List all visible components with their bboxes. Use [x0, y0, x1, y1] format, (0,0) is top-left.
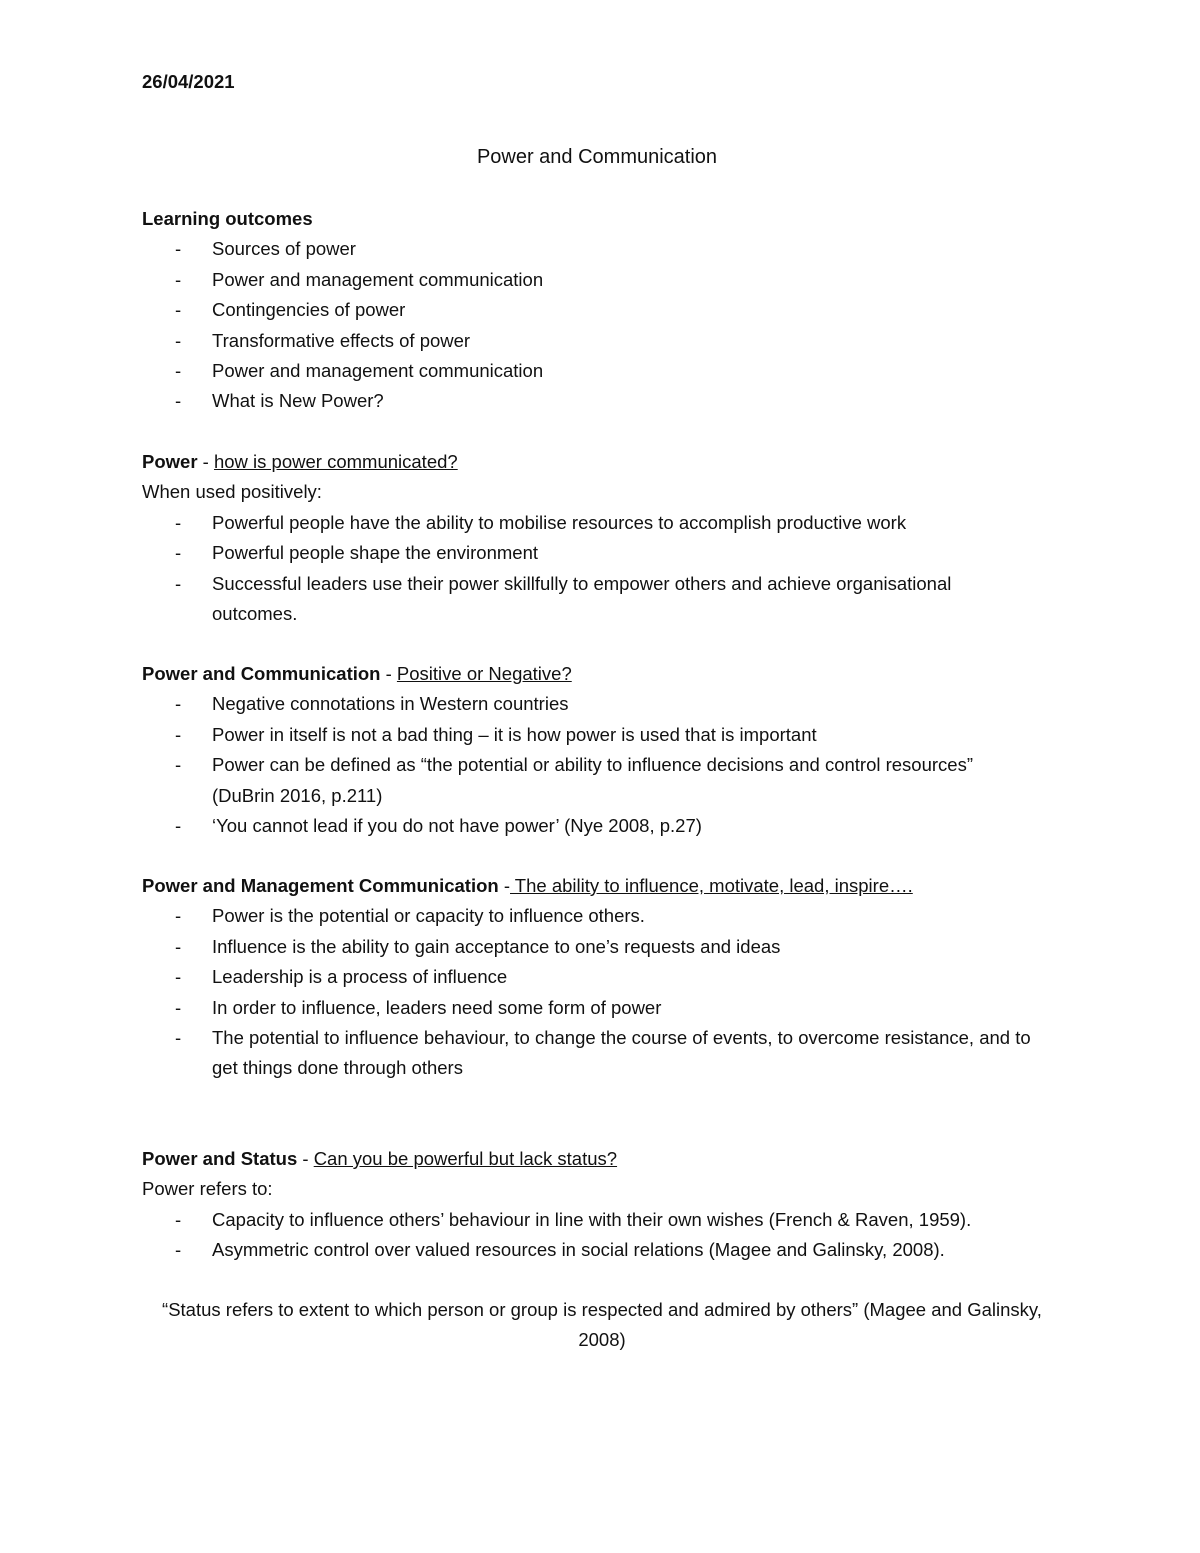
list-item: - Negative connotations in Western countries — [175, 693, 569, 715]
list-item: - Successful leaders use their power skillfully to empower others and achieve organisational outcomes. — [175, 572, 952, 625]
list-item: - Asymmetric control over valued resources in social relations (Magee and Galinsky, 2008). — [175, 1239, 945, 1261]
list-item: - Power is the potential or capacity to influence others. — [175, 905, 645, 927]
list-item: - Contingencies of power — [175, 299, 406, 321]
section-positive-negative — [142, 659, 1042, 841]
list-item: - Powerful people shape the environment — [175, 542, 539, 564]
section-heading: Power and Status - Can you be powerful but lack status? — [142, 1148, 618, 1169]
list-item: - In order to influence, leaders need some form of power — [175, 996, 662, 1018]
section-intro: When used positively: — [142, 481, 322, 503]
list-item: - Power in itself is not a bad thing – it is how power is used that is important — [175, 723, 817, 745]
management-communication-list — [142, 901, 1042, 1083]
list-item: - What is New Power? — [175, 390, 384, 412]
list-item: - Power and management communication — [175, 268, 544, 290]
section-intro: Power refers to: — [142, 1178, 273, 1200]
list-item: - Capacity to influence others’ behaviour in line with their own wishes (French & Raven, 1959). — [175, 1208, 972, 1230]
section-heading: Learning outcomes — [142, 208, 313, 229]
list-item: - Influence is the ability to gain acceptance to one’s requests and ideas — [175, 935, 781, 957]
list-item: - The potential to influence behaviour, to change the course of events, to overcome resistance, and to get things done through others — [175, 1027, 1031, 1079]
document-date: 26/04/2021 — [142, 71, 235, 92]
section-heading: Power and Communication - Positive or Negative? — [142, 663, 572, 684]
list-item: - Transformative effects of power — [175, 329, 471, 351]
section-management-communication — [142, 871, 1042, 1084]
power-communicated-list — [142, 508, 1042, 630]
section-heading: Power - how is power communicated? — [142, 451, 458, 472]
section-heading: Power and Management Communication - The ability to influence, motivate, lead, inspire…. — [142, 875, 913, 896]
positive-negative-list — [142, 689, 1042, 841]
section-power-communicated — [142, 447, 1042, 629]
learning-outcomes-list — [142, 234, 1042, 416]
section-learning-outcomes — [142, 204, 1042, 417]
list-item: - Power can be defined as “the potential or ability to influence decisions and control resources” (DuBrin 2016, p.211) — [175, 754, 973, 806]
document-title: Power and Communication — [476, 146, 718, 168]
list-item: - ‘You cannot lead if you do not have power’ (Nye 2008, p.27) — [175, 815, 702, 837]
list-item: - Leadership is a process of influence — [175, 966, 508, 988]
power-refers-list — [142, 1205, 1042, 1266]
status-quote: “Status refers to extent to which person or group is respected and admired by others” (Magee and Galinsky, 2008) — [162, 1299, 1042, 1351]
list-item: - Powerful people have the ability to mobilise resources to accomplish productive work — [175, 511, 907, 533]
document-page — [142, 67, 1042, 1351]
section-power-status — [142, 1144, 1042, 1266]
list-item: - Power and management communication — [175, 360, 544, 382]
list-item: - Sources of power — [175, 238, 356, 260]
